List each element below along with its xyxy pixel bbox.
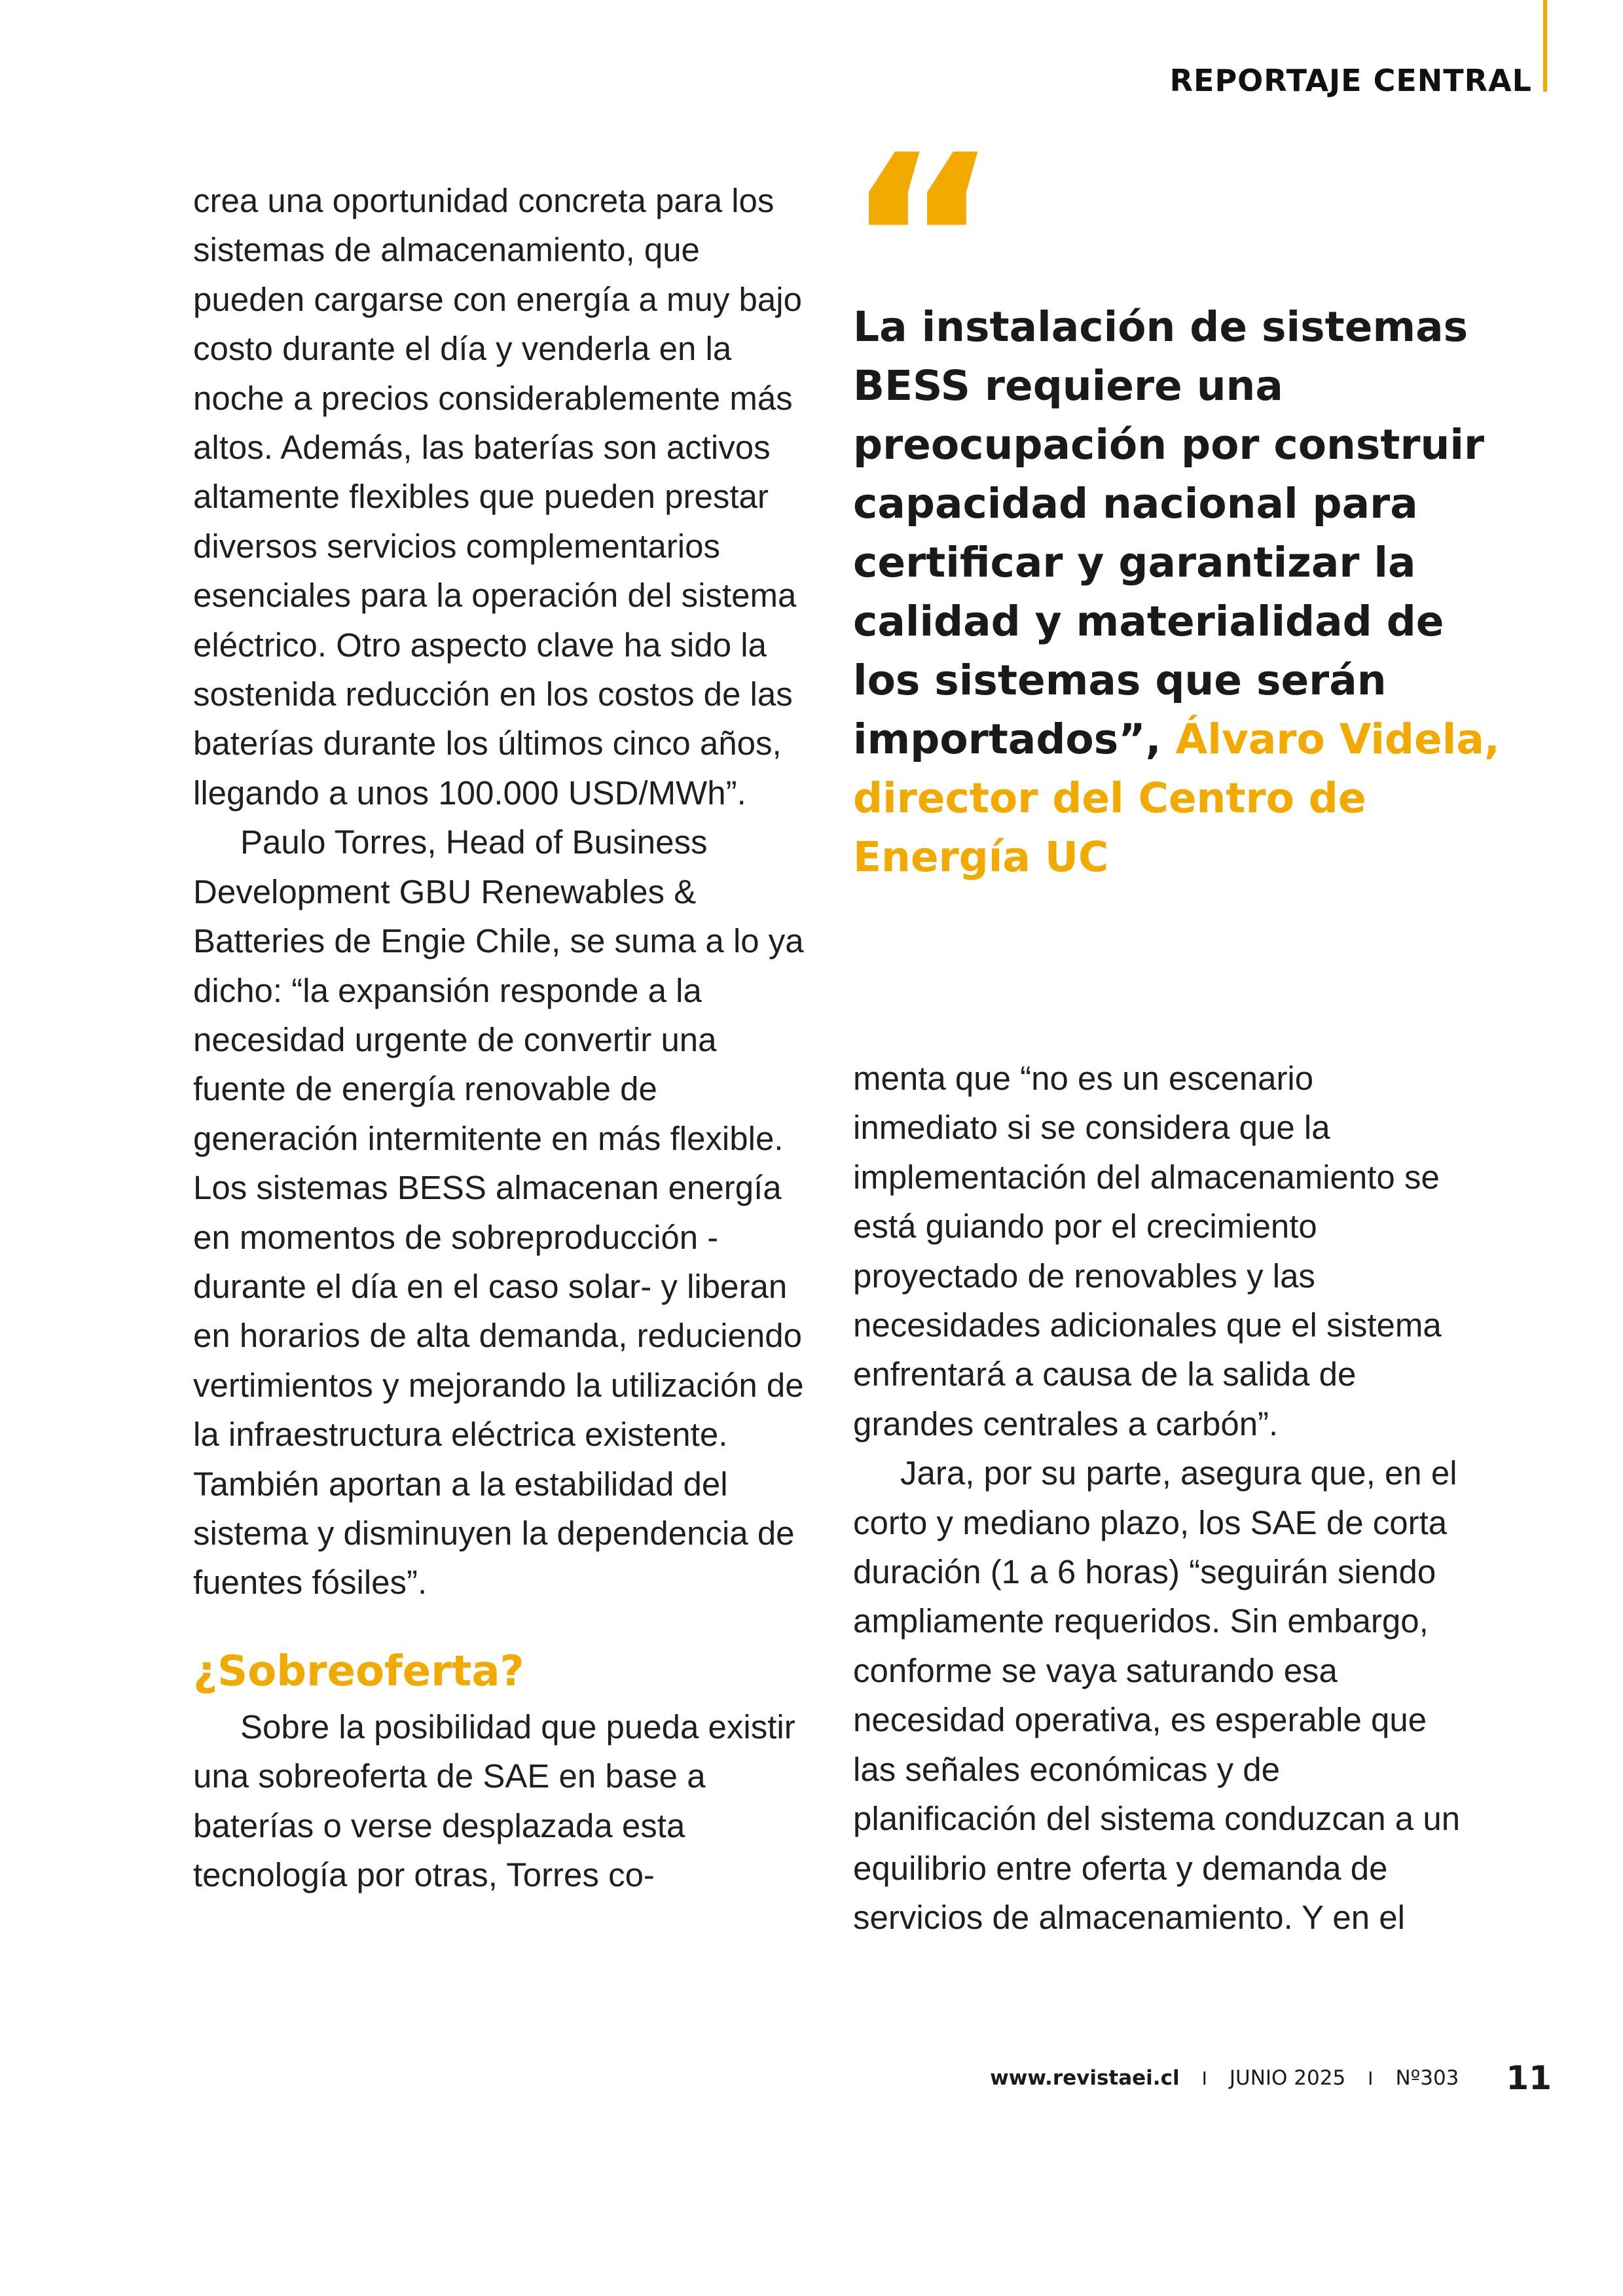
body-paragraph: crea una oportunidad concreta para los sistemas de almacenamiento, que pueden cargarse con energía a muy bajo costo durante el día y venderla en la noche a precios considerablemente más altos. Además, las baterías son activos altamente flexibles que pueden prestar diversos servicios complementarios esenciales para la operación del sistema eléctrico. Otro aspecto clave ha sido la sostenida reducción en los costos de las baterías durante los últimos cinco años, llegando a unos 100.000 USD/MWh”.	[193, 182, 802, 812]
pull-quote-text: La instalación de sistemas BESS requiere una preocupación por construir capacidad nacional para certificar y garantizar la calidad y materialidad de los sistemas que serán importados”,	[853, 303, 1485, 763]
left-column	[193, 176, 805, 1899]
footer-date: JUNIO 2025	[1229, 2066, 1346, 2090]
subheading: ¿Sobreoferta?	[193, 1647, 524, 1696]
footer-issue: Nº303	[1395, 2066, 1459, 2090]
body-paragraph: Jara, por su parte, asegura que, en el corto y mediano plazo, los SAE de corta duración (1 a 6 horas) “seguirán siendo ampliamente requeridos. Sin embargo, conforme se vaya saturando esa necesidad operativa, es esperable que las señales económicas y de planificación del sistema conduzcan a un equilibrio entre oferta y demanda de servicios de almacenamiento. Y en el	[853, 1454, 1461, 1936]
body-paragraph: menta que “no es un escenario inmediato si se considera que la implementación del almacenamiento se está guiando por el crecimiento proyectado de renovables y las necesidades adicionales que el sistema enfrentará a causa de la salida de grandes centrales a carbón”.	[853, 1060, 1442, 1443]
section-label: REPORTAJE CENTRAL	[1169, 63, 1532, 98]
quote-mark-icon: “	[845, 105, 1000, 379]
body-paragraph: Sobre la posibilidad que pueda existir una sobreoferta de SAE en base a baterías o verse desplazada esta tecnología por otras, Torres co-	[193, 1708, 795, 1893]
footer-separator: I	[1368, 2067, 1374, 2089]
footer-separator: I	[1201, 2067, 1207, 2089]
pull-quote	[853, 298, 1508, 887]
header-accent-bar	[1543, 0, 1547, 92]
body-paragraph: Paulo Torres, Head of Business Development GBU Renewables & Batteries de Engie Chile, se suma a lo ya dicho: “la expansión responde a la necesidad urgente de convertir una fuente de energía renovable de generación intermitente en más flexible. Los sistemas BESS almacenan energía en momentos de sobreproducción -durante el día en el caso solar- y liberan en horarios de alta demanda, reduciendo vertimientos y mejorando la utilización de la infraestructura eléctrica existente. También aportan a la estabilidad del sistema y disminuyen la dependencia de fuentes fósiles”.	[193, 823, 804, 1602]
right-column	[853, 1054, 1465, 1942]
footer-website: www.revistaei.cl	[990, 2066, 1180, 2090]
page-footer	[851, 2052, 1552, 2104]
pull-quote-attribution: Álvaro Videla, director del Centro de Energía UC	[853, 715, 1500, 881]
page-number: 11	[1506, 2059, 1552, 2097]
